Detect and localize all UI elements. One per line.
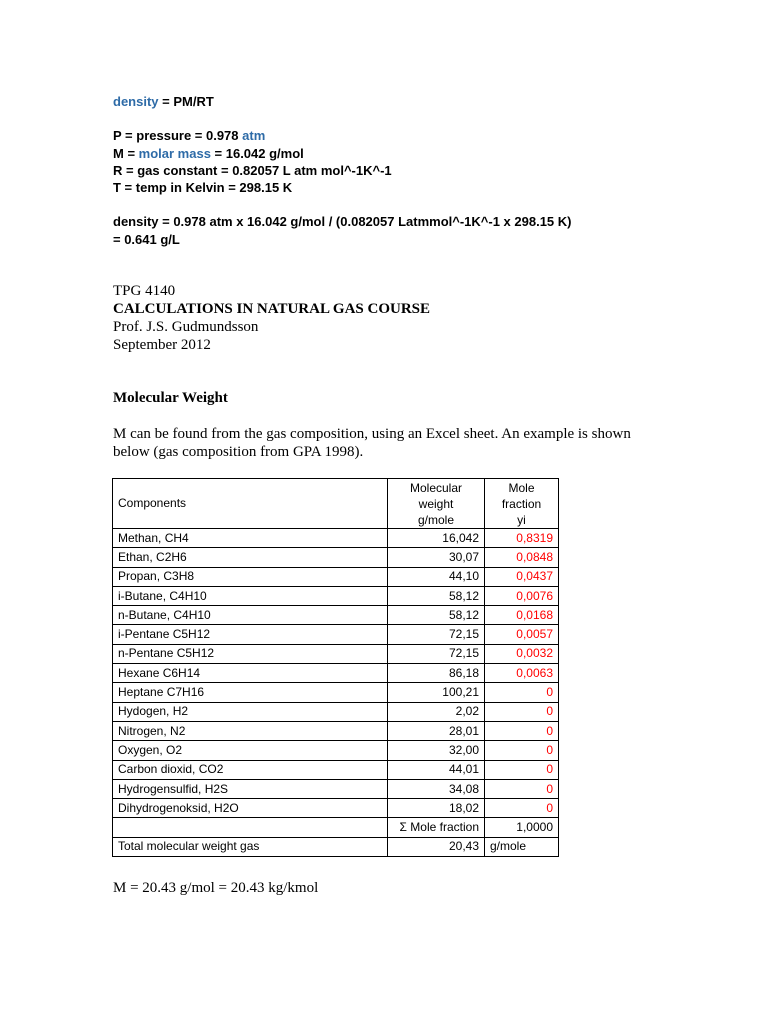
- mole-fraction-cell: 0,0848: [485, 548, 559, 567]
- course-professor: Prof. J.S. Gudmundsson: [113, 319, 259, 335]
- molecular-weight-cell: 72,15: [388, 625, 485, 644]
- component-name: Heptane C7H16: [113, 683, 388, 702]
- table-row: [113, 760, 559, 779]
- section-heading: Molecular Weight: [113, 390, 228, 406]
- total-label: Total molecular weight gas: [113, 837, 388, 856]
- molar-mass-prefix: M =: [113, 146, 139, 161]
- molecular-weight-cell: 28,01: [388, 721, 485, 740]
- header-molecular-weight: [388, 479, 485, 529]
- header-mw-line1: Molecular: [409, 480, 463, 495]
- molecular-weight-cell: 18,02: [388, 799, 485, 818]
- table-row: [113, 625, 559, 644]
- mole-fraction-cell: 0: [485, 721, 559, 740]
- mole-fraction-cell: 0: [485, 779, 559, 798]
- intro-line-2: below (gas composition from GPA 1998).: [113, 444, 364, 460]
- sum-label: Σ Mole fraction: [388, 818, 485, 837]
- molecular-weight-cell: 44,01: [388, 760, 485, 779]
- table-row: [113, 606, 559, 625]
- header-mf-line3: yi: [517, 512, 526, 527]
- component-name: Methan, CH4: [113, 529, 388, 548]
- component-name: Ethan, C2H6: [113, 548, 388, 567]
- table-header-row: [113, 479, 559, 529]
- component-name: Carbon dioxid, CO2: [113, 760, 388, 779]
- mole-fraction-cell: 0,0063: [485, 664, 559, 683]
- mole-fraction-cell: 0: [485, 760, 559, 779]
- component-name: n-Butane, C4H10: [113, 606, 388, 625]
- mole-fraction-cell: 0: [485, 683, 559, 702]
- header-mw-line3: g/mole: [417, 512, 455, 527]
- total-unit: g/mole: [485, 837, 559, 856]
- component-name: Hexane C6H14: [113, 664, 388, 683]
- total-row: [113, 837, 559, 856]
- temperature-line: T = temp in Kelvin = 298.15 K: [113, 180, 293, 195]
- table-row: [113, 644, 559, 663]
- molecular-weight-cell: 2,02: [388, 702, 485, 721]
- intro-line-1: M can be found from the gas composition, using an Excel sheet. An example is shown: [113, 426, 631, 442]
- table-row: [113, 529, 559, 548]
- mole-fraction-cell: 0,0076: [485, 586, 559, 605]
- header-mw-line2: weight: [418, 496, 454, 511]
- course-code: TPG 4140: [113, 283, 176, 299]
- table-row: [113, 721, 559, 740]
- density-formula: [113, 94, 214, 109]
- component-name: Oxygen, O2: [113, 741, 388, 760]
- molecular-weight-cell: 16,042: [388, 529, 485, 548]
- table-row: [113, 548, 559, 567]
- gas-constant-line: R = gas constant = 0.82057 L atm mol^-1K^-1: [113, 163, 392, 178]
- sum-blank-cell: [113, 818, 388, 837]
- mole-fraction-cell: 0,8319: [485, 529, 559, 548]
- component-name: Propan, C3H8: [113, 567, 388, 586]
- mole-fraction-cell: 0: [485, 702, 559, 721]
- molecular-weight-cell: 44,10: [388, 567, 485, 586]
- table-row: [113, 702, 559, 721]
- mole-fraction-cell: 0,0168: [485, 606, 559, 625]
- molecular-weight-cell: 72,15: [388, 644, 485, 663]
- formula-rest: = PM/RT: [158, 94, 214, 109]
- molar-mass-rest: = 16.042 g/mol: [210, 146, 304, 161]
- density-result: = 0.641 g/L: [113, 232, 180, 247]
- table-row: [113, 741, 559, 760]
- table-row: [113, 683, 559, 702]
- molecular-weight-cell: 58,12: [388, 586, 485, 605]
- table-row: [113, 664, 559, 683]
- molar-mass-term: molar mass: [138, 146, 211, 161]
- header-components: Components: [113, 479, 388, 529]
- component-name: i-Butane, C4H10: [113, 586, 388, 605]
- course-date: September 2012: [113, 337, 211, 353]
- molar-mass-line: [113, 146, 304, 161]
- header-mf-line2: fraction: [501, 496, 542, 511]
- component-name: Dihydrogenoksid, H2O: [113, 799, 388, 818]
- header-mf-line1: Mole: [508, 480, 535, 495]
- molecular-weight-cell: 32,00: [388, 741, 485, 760]
- table-row: [113, 567, 559, 586]
- mole-fraction-cell: 0: [485, 799, 559, 818]
- mole-fraction-cell: 0,0032: [485, 644, 559, 663]
- density-calculation: density = 0.978 atm x 16.042 g/mol / (0.082057 Latmmol^-1K^-1 x 298.15 K): [113, 214, 572, 229]
- pressure-line: [113, 128, 265, 143]
- total-value: 20,43: [388, 837, 485, 856]
- molecular-weight-cell: 30,07: [388, 548, 485, 567]
- molecular-weight-cell: 34,08: [388, 779, 485, 798]
- molecular-weight-cell: 58,12: [388, 606, 485, 625]
- table-row: [113, 586, 559, 605]
- density-term: density: [113, 94, 159, 109]
- table-row: [113, 779, 559, 798]
- component-name: n-Pentane C5H12: [113, 644, 388, 663]
- course-title: CALCULATIONS IN NATURAL GAS COURSE: [113, 301, 430, 317]
- mole-fraction-cell: 0,0057: [485, 625, 559, 644]
- component-name: Hydogen, H2: [113, 702, 388, 721]
- mole-fraction-cell: 0,0437: [485, 567, 559, 586]
- pressure-text: P = pressure = 0.978: [113, 128, 243, 143]
- component-name: Hydrogensulfid, H2S: [113, 779, 388, 798]
- table-row: [113, 799, 559, 818]
- molecular-weight-cell: 100,21: [388, 683, 485, 702]
- conclusion: M = 20.43 g/mol = 20.43 kg/kmol: [113, 880, 319, 896]
- atm-term: atm: [242, 128, 266, 143]
- component-name: Nitrogen, N2: [113, 721, 388, 740]
- sum-row: [113, 818, 559, 837]
- sum-value: 1,0000: [485, 818, 559, 837]
- header-mole-fraction: [485, 479, 559, 529]
- component-name: i-Pentane C5H12: [113, 625, 388, 644]
- gas-composition-table: [112, 478, 559, 857]
- mole-fraction-cell: 0: [485, 741, 559, 760]
- molecular-weight-cell: 86,18: [388, 664, 485, 683]
